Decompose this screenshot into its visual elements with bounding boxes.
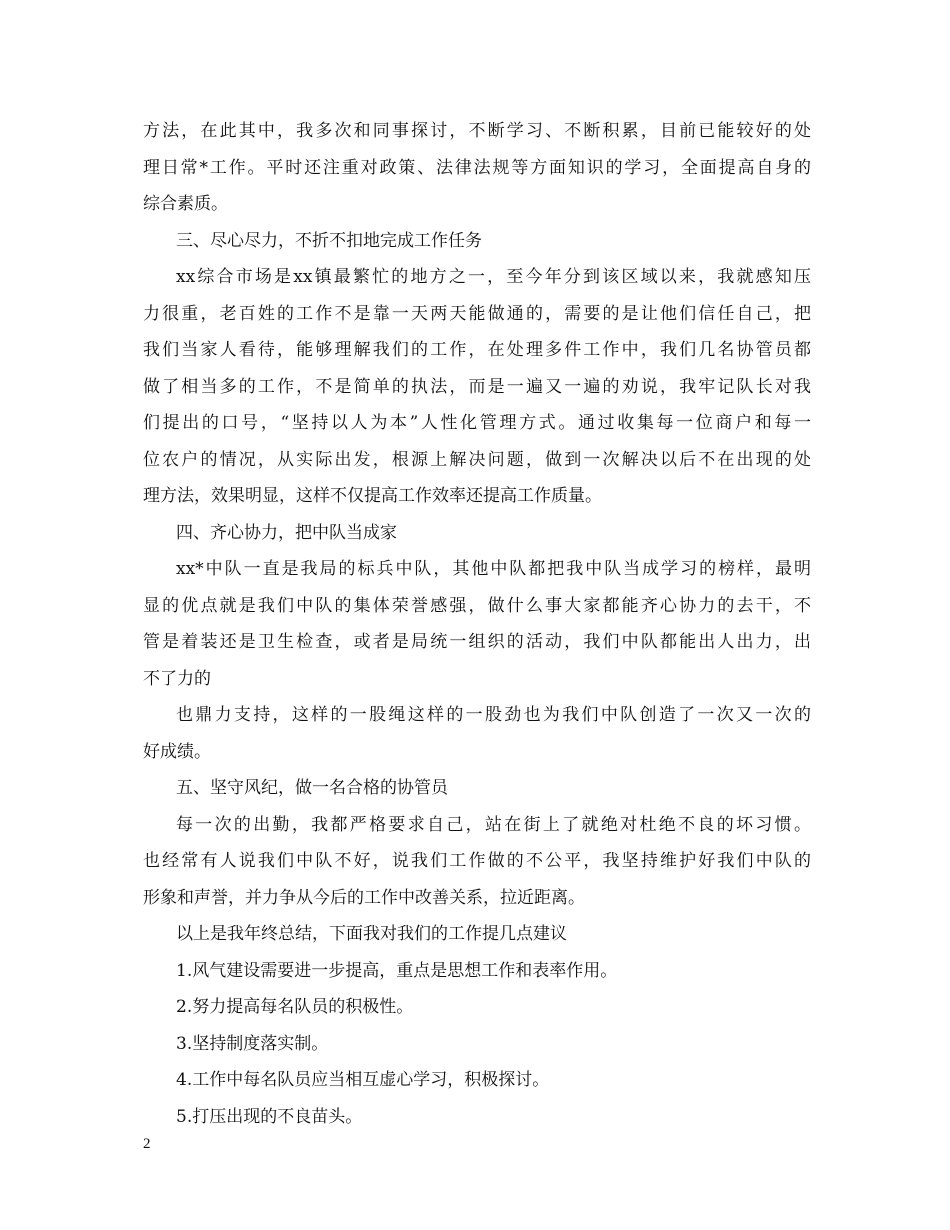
page-number: 2 <box>143 1136 151 1152</box>
text-line: 理方法，效果明显，这样不仅提高工作效率还提高工作质量。 <box>143 486 602 506</box>
text-line: 做了相当多的工作，不是简单的执法，而是一遍又一遍的劝说，我牢记队长对我 <box>143 376 811 397</box>
text-line: 也鼎力支持，这样的一股绳这样的一股劲也为我们中队创造了一次又一次的 <box>176 705 811 725</box>
text-line: 不了力的 <box>143 668 211 689</box>
section-heading: 四、齐心协力，把中队当成家 <box>176 522 397 543</box>
list-item: 3.坚持制度落实制。 <box>176 1033 329 1054</box>
text-line: 我们当家人看待，能够理解我们的工作，在处理多件工作中，我们几名协管员都 <box>143 340 811 360</box>
text-line: 位农户的情况，从实际出发，根源上解决问题，做到一次解决以后不在出现的处 <box>143 449 811 470</box>
text-line: 以上是我年终总结，下面我对我们的工作提几点建议 <box>176 924 567 944</box>
list-item: 2.努力提高每名队员的积极性。 <box>176 997 414 1017</box>
section-heading: 五、坚守风纪，做一名合格的协管员 <box>176 778 448 798</box>
text-line: 管是着装还是卫生检查，或者是局统一组织的活动，我们中队都能出人出力，出 <box>143 632 811 652</box>
section-heading: 三、尽心尽力，不折不扣地完成工作任务 <box>176 230 482 251</box>
text-line: 显的优点就是我们中队的集体荣誉感强，做什么事大家都能齐心协力的去干，不 <box>143 595 811 616</box>
text-line: 每一次的出勤，我都严格要求自己，站在街上了就绝对杜绝不良的坏习惯。 <box>176 814 811 835</box>
document-body <box>143 113 811 1135</box>
list-item: 5.打压出现的不良苗头。 <box>176 1106 363 1127</box>
list-item: 4.工作中每名队员应当相互虚心学习，积极探讨。 <box>176 1070 550 1090</box>
text-line: 力很重，老百姓的工作不是靠一天两天能做通的，需要的是让他们信任自己，把 <box>143 303 811 324</box>
list-item: 1.风气建设需要进一步提高，重点是思想工作和表率作用。 <box>176 960 618 981</box>
text-line: 们提出的口号，“坚持以人为本”人性化管理方式。通过收集每一位商户和每一 <box>143 413 811 433</box>
text-line: 形象和声誉，并力争从今后的工作中改善关系，拉近距离。 <box>143 887 585 908</box>
text-line: 理日常*工作。平时还注重对政策、法律法规等方面知识的学习，全面提高自身的 <box>143 157 811 178</box>
text-line: 方法，在此其中，我多次和同事探讨，不断学习、不断积累，目前已能较好的处 <box>143 121 811 141</box>
text-line: xx综合市场是xx镇最繁忙的地方之一，至今年分到该区域以来，我就感知压 <box>176 267 811 287</box>
text-line: 综合素质。 <box>143 194 228 214</box>
text-line: 也经常有人说我们中队不好，说我们工作做的不公平，我坚持维护好我们中队的 <box>143 851 811 871</box>
text-line: 好成绩。 <box>143 741 211 762</box>
text-line: xx*中队一直是我局的标兵中队，其他中队都把我中队当成学习的榜样，最明 <box>176 559 811 579</box>
